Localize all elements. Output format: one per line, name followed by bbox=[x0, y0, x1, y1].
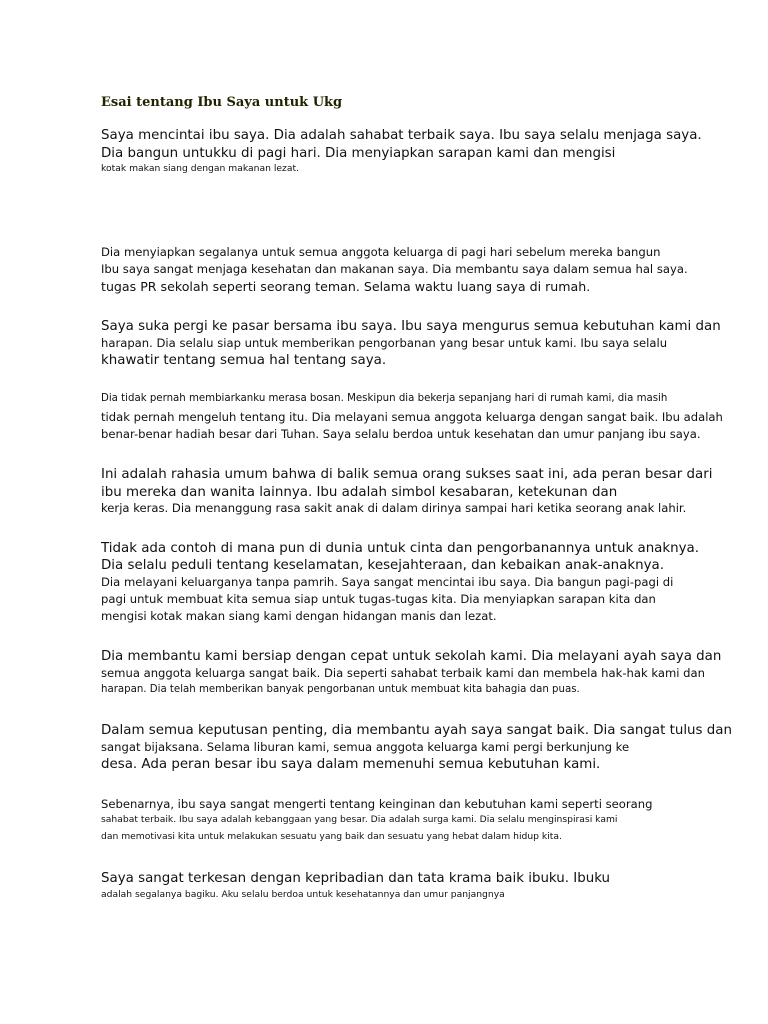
text-line: Dia melayani keluarganya tanpa pamrih. Saya sangat mencintai ibu saya. Dia bangun pagi-pagi di bbox=[101, 575, 674, 589]
text-line: tidak pernah mengeluh tentang itu. Dia melayani semua anggota keluarga dengan sangat baik. Ibu adalah bbox=[101, 410, 723, 424]
text-line: harapan. Dia telah memberikan banyak pengorbanan untuk membuat kita bahagia dan puas. bbox=[101, 684, 580, 695]
text-line: Ini adalah rahasia umum bahwa di balik semua orang sukses saat ini, ada peran besar dari bbox=[101, 467, 713, 482]
text-line: desa. Ada peran besar ibu saya dalam memenuhi semua kebutuhan kami. bbox=[101, 757, 601, 772]
text-line: Dia selalu peduli tentang keselamatan, kesejahteraan, dan kebaikan anak-anaknya. bbox=[101, 558, 664, 573]
text-line: kerja keras. Dia menanggung rasa sakit anak di dalam dirinya sampai hari ketika seorang anak lahir. bbox=[101, 501, 687, 515]
text-line: pagi untuk membuat kita semua siap untuk tugas-tugas kita. Dia menyiapkan sarapan kita dan bbox=[101, 592, 656, 606]
text-line: Dalam semua keputusan penting, dia membantu ayah saya sangat baik. Dia sangat tulus dan bbox=[101, 723, 732, 738]
text-line: Tidak ada contoh di mana pun di dunia untuk cinta dan pengorbanannya untuk anaknya. bbox=[101, 541, 700, 556]
text-line: dan memotivasi kita untuk melakukan sesuatu yang baik dan sesuatu yang hebat dalam hidup kita. bbox=[101, 831, 562, 842]
text-line: Dia menyiapkan segalanya untuk semua anggota keluarga di pagi hari sebelum mereka bangun bbox=[101, 245, 661, 259]
text-line: Sebenarnya, ibu saya sangat mengerti tentang keinginan dan kebutuhan kami seperti seorang bbox=[101, 797, 653, 811]
text-line: harapan. Dia selalu siap untuk memberikan pengorbanan yang besar untuk kami. Ibu saya selalu bbox=[101, 336, 668, 350]
text-line: mengisi kotak makan siang kami dengan hidangan manis dan lezat. bbox=[101, 609, 497, 623]
text-line: Saya sangat terkesan dengan kepribadian dan tata krama baik ibuku. Ibuku bbox=[101, 871, 611, 886]
text-line: Dia bangun untukku di pagi hari. Dia menyiapkan sarapan kami dan mengisi bbox=[101, 146, 616, 161]
text-line: semua anggota keluarga sangat baik. Dia seperti sahabat terbaik kami dan membela hak-hak kami dan bbox=[101, 666, 705, 680]
text-line: tugas PR sekolah seperti seorang teman. Selama waktu luang saya di rumah. bbox=[101, 279, 591, 294]
text-line: benar-benar hadiah besar dari Tuhan. Saya selalu berdoa untuk kesehatan dan umur panjang ibu saya. bbox=[101, 427, 701, 441]
text-line: kotak makan siang dengan makanan lezat. bbox=[101, 163, 300, 174]
text-line: adalah segalanya bagiku. Aku selalu berdoa untuk kesehatannya dan umur panjangnya bbox=[101, 889, 505, 900]
text-line: sangat bijaksana. Selama liburan kami, semua anggota keluarga kami pergi berkunjung ke bbox=[101, 740, 630, 754]
text-line: Ibu saya sangat menjaga kesehatan dan makanan saya. Dia membantu saya dalam semua hal saya. bbox=[101, 262, 688, 276]
document-title: Esai tentang Ibu Saya untuk Ukg bbox=[101, 95, 343, 110]
text-line: ibu mereka dan wanita lainnya. Ibu adalah simbol kesabaran, ketekunan dan bbox=[101, 485, 618, 500]
text-line: Dia membantu kami bersiap dengan cepat untuk sekolah kami. Dia melayani ayah saya dan bbox=[101, 649, 722, 664]
text-line: Dia tidak pernah membiarkanku merasa bosan. Meskipun dia bekerja sepanjang hari di rumah kami, dia masih bbox=[101, 393, 668, 404]
text-line: Saya mencintai ibu saya. Dia adalah sahabat terbaik saya. Ibu saya selalu menjaga saya. bbox=[101, 128, 702, 143]
text-line: khawatir tentang semua hal tentang saya. bbox=[101, 353, 387, 368]
text-line: sahabat terbaik. Ibu saya adalah kebanggaan yang besar. Dia adalah surga kami. Dia selalu menginspirasi kami bbox=[101, 814, 618, 825]
text-line: Saya suka pergi ke pasar bersama ibu saya. Ibu saya mengurus semua kebutuhan kami dan bbox=[101, 319, 721, 334]
